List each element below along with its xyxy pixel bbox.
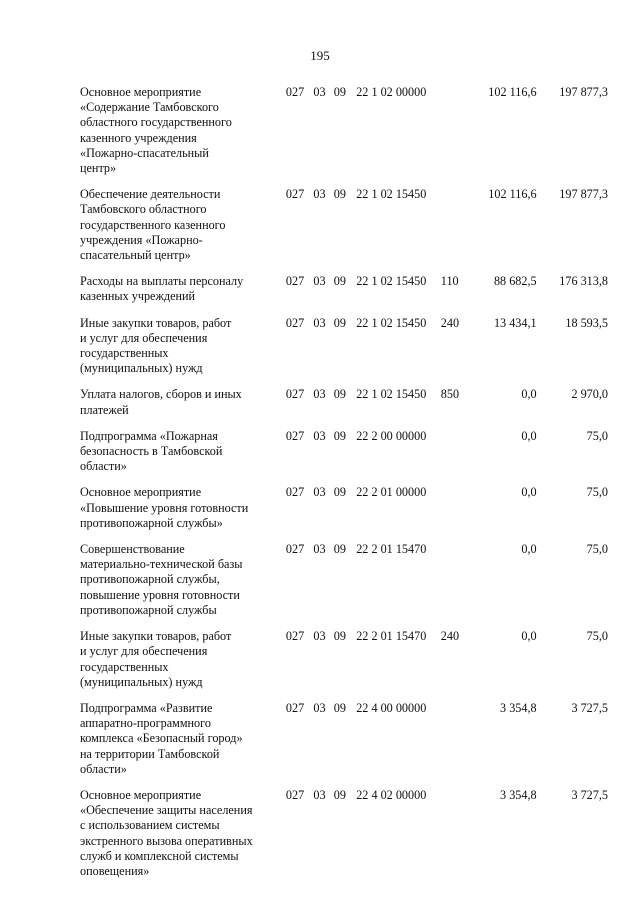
row-amount-year1: 88 682,5	[493, 274, 537, 289]
row-ved-code: 027	[285, 428, 305, 443]
row-amount-year1: 3 354,8	[500, 787, 537, 802]
row-expense-type-code	[441, 429, 472, 486]
row-amount-year2: 197 877,3	[559, 85, 608, 99]
table-row	[80, 274, 608, 315]
row-subsection-code: 09	[333, 187, 346, 202]
row-section-code: 03	[313, 428, 326, 443]
table-row	[80, 629, 608, 701]
row-expense-type-code	[441, 187, 472, 274]
row-expense-type-code	[441, 788, 472, 890]
row-amount-year1: 0,0	[521, 629, 537, 644]
row-amount-year1: 102 116,6	[488, 187, 537, 202]
table-row	[80, 387, 608, 428]
budget-table-body	[80, 85, 608, 890]
row-target-article-code: 22 2 01 15470	[356, 629, 427, 644]
row-subsection-code: 09	[333, 428, 346, 443]
row-amount-year2: 75,0	[586, 629, 608, 644]
table-row	[80, 85, 608, 187]
row-subsection-code: 09	[333, 274, 346, 289]
row-ved-code: 027	[285, 485, 305, 500]
row-name: Уплата налогов, сборов и иных платежей	[80, 387, 242, 417]
row-target-article-code: 22 1 02 00000	[356, 85, 427, 99]
row-expense-type-code: 240	[440, 629, 460, 644]
row-expense-type-code	[441, 485, 472, 542]
row-target-article-code: 22 4 00 00000	[356, 700, 427, 715]
row-name: Совершенствование материально-технической базы противопожарной службы, повышение уровня готовности противопожарной службы	[80, 542, 243, 617]
row-section-code: 03	[313, 629, 326, 644]
row-subsection-code: 09	[333, 787, 346, 802]
row-section-code: 03	[313, 485, 326, 500]
table-row	[80, 701, 608, 788]
row-target-article-code: 22 2 00 00000	[356, 428, 427, 443]
row-amount-year2: 75,0	[586, 428, 608, 443]
row-target-article-code: 22 2 01 15470	[356, 542, 427, 557]
table-row	[80, 485, 608, 542]
row-name: Иные закупки товаров, работ и услуг для обеспечения государственных (муниципальных) нужд	[80, 629, 232, 689]
row-amount-year1: 102 116,6	[488, 85, 537, 99]
row-name: Иные закупки товаров, работ и услуг для обеспечения государственных (муниципальных) нужд	[80, 315, 232, 376]
row-target-article-code: 22 1 02 15450	[356, 274, 427, 289]
row-section-code: 03	[313, 274, 326, 289]
row-amount-year2: 2 970,0	[571, 387, 608, 402]
row-amount-year1: 0,0	[521, 387, 537, 402]
row-section-code: 03	[313, 542, 326, 557]
row-ved-code: 027	[285, 187, 305, 202]
row-ved-code: 027	[285, 787, 305, 802]
row-name: Основное мероприятие «Обеспечение защиты населения с использованием системы экстренного вызова оперативных служб и комплексной системы оповещения»	[80, 787, 253, 878]
row-expense-type-code: 110	[440, 274, 459, 289]
row-ved-code: 027	[285, 387, 305, 402]
row-amount-year2: 18 593,5	[565, 315, 608, 330]
row-target-article-code: 22 4 02 00000	[356, 787, 427, 802]
row-subsection-code: 09	[333, 542, 346, 557]
table-row	[80, 316, 608, 388]
row-amount-year1: 0,0	[521, 542, 537, 557]
row-amount-year1: 3 354,8	[500, 700, 537, 715]
row-expense-type-code: 240	[440, 315, 460, 330]
page-number: 195	[310, 48, 330, 63]
row-amount-year1: 0,0	[521, 428, 537, 443]
row-section-code: 03	[313, 787, 326, 802]
row-amount-year2: 3 727,5	[571, 787, 608, 802]
row-section-code: 03	[313, 85, 326, 99]
row-expense-type-code	[441, 701, 472, 788]
row-amount-year1: 0,0	[521, 485, 537, 500]
row-section-code: 03	[313, 387, 326, 402]
row-target-article-code: 22 1 02 15450	[356, 387, 427, 402]
row-subsection-code: 09	[333, 85, 346, 99]
row-subsection-code: 09	[333, 315, 346, 330]
row-section-code: 03	[313, 700, 326, 715]
table-row	[80, 542, 608, 629]
row-expense-type-code	[441, 85, 472, 187]
row-expense-type-code	[441, 542, 472, 629]
table-row	[80, 187, 608, 274]
row-amount-year2: 75,0	[586, 542, 608, 557]
row-section-code: 03	[313, 187, 326, 202]
row-amount-year2: 3 727,5	[571, 700, 608, 715]
row-name: Подпрограмма «Пожарная безопасность в Тамбовской области»	[80, 428, 223, 474]
row-ved-code: 027	[285, 85, 305, 99]
row-subsection-code: 09	[333, 629, 346, 644]
table-row	[80, 429, 608, 486]
row-name: Основное мероприятие «Содержание Тамбовского областного государственного казенного учреждения «Пожарно-спасательный центр»	[80, 85, 232, 176]
row-name: Подпрограмма «Развитие аппаратно-программного комплекса «Безопасный город» на территории Тамбовской области»	[80, 700, 243, 776]
row-subsection-code: 09	[333, 485, 346, 500]
row-ved-code: 027	[285, 274, 305, 289]
row-subsection-code: 09	[333, 700, 346, 715]
row-amount-year2: 75,0	[586, 485, 608, 500]
row-target-article-code: 22 1 02 15450	[356, 315, 427, 330]
row-name: Основное мероприятие «Повышение уровня готовности противопожарной службы»	[80, 485, 249, 530]
budget-table	[80, 85, 608, 890]
row-ved-code: 027	[285, 700, 305, 715]
row-ved-code: 027	[285, 542, 305, 557]
row-name: Обеспечение деятельности Тамбовского областного государственного казенного учреждения «Пожарно- спасательный центр»	[80, 187, 226, 263]
row-target-article-code: 22 2 01 00000	[356, 485, 427, 500]
row-section-code: 03	[313, 315, 326, 330]
row-amount-year2: 197 877,3	[559, 187, 608, 202]
row-ved-code: 027	[285, 629, 305, 644]
row-name: Расходы на выплаты персоналу казенных учреждений	[80, 274, 244, 304]
row-expense-type-code: 850	[440, 387, 460, 402]
table-row	[80, 788, 608, 890]
row-amount-year1: 13 434,1	[493, 315, 537, 330]
row-target-article-code: 22 1 02 15450	[356, 187, 427, 202]
row-amount-year2: 176 313,8	[559, 274, 608, 289]
row-ved-code: 027	[285, 315, 305, 330]
row-subsection-code: 09	[333, 387, 346, 402]
